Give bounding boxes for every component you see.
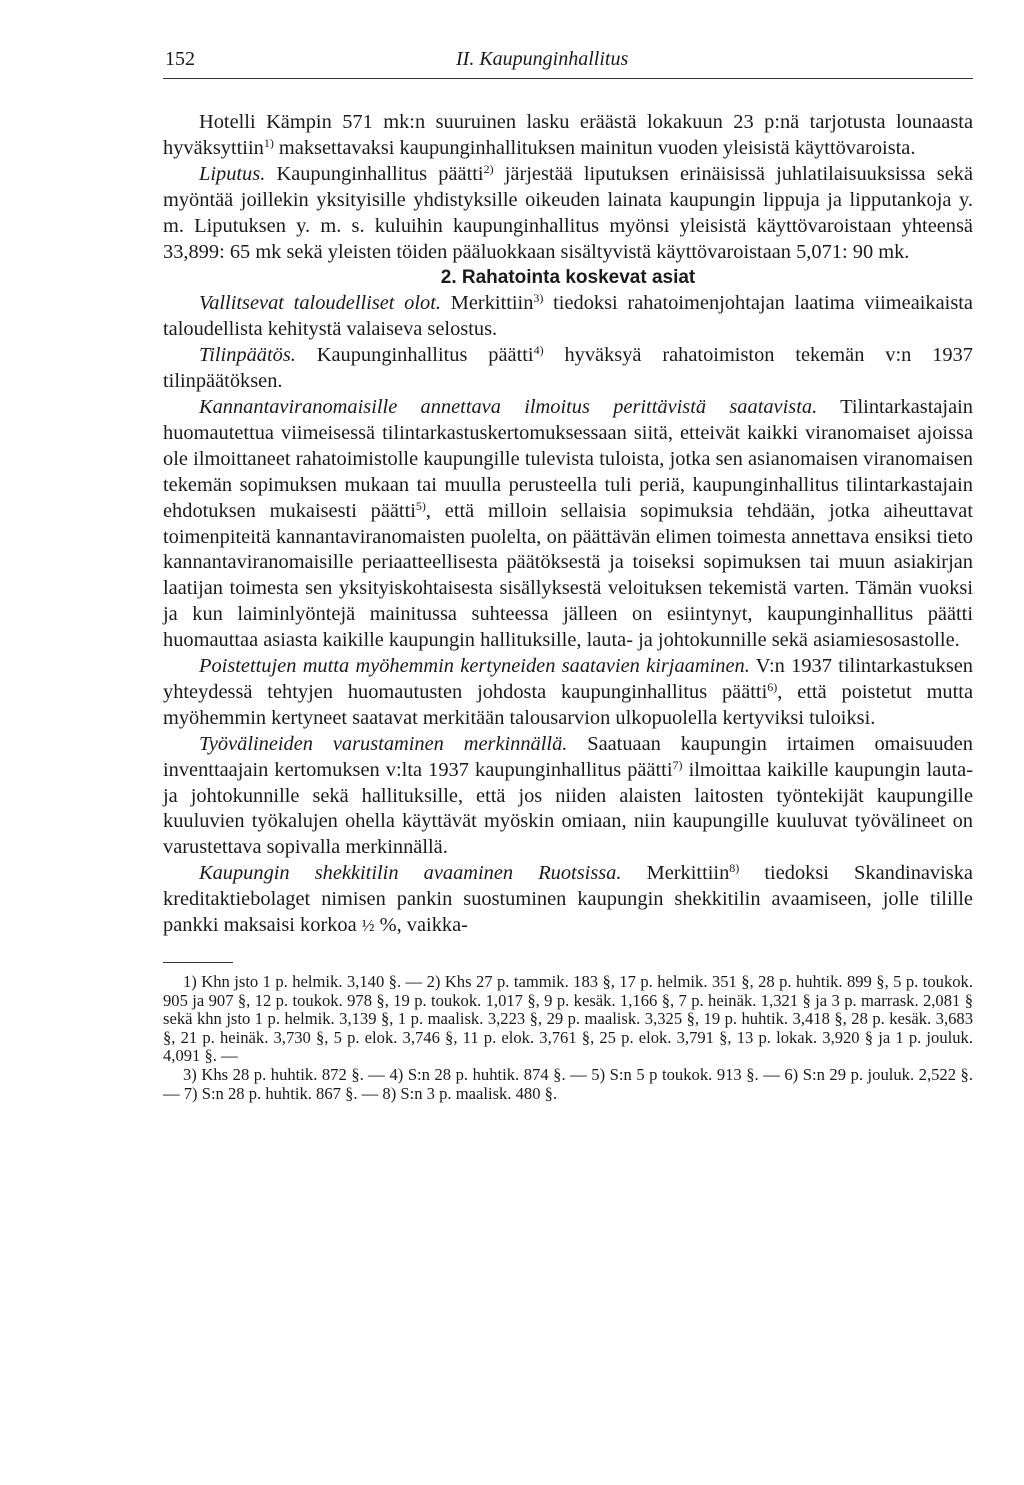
paragraph-title: Kannantaviranomaisille annettava ilmoitus perittävistä saatavista. <box>199 395 818 418</box>
text: Merkittiin <box>441 292 534 315</box>
footnote-ref: 2) <box>483 161 494 176</box>
text: V:n 1937 tilintarkastuksen yhteydessä tehtyjen huomautusten johdosta kaupunginhallitus päätti <box>163 655 973 703</box>
paragraph-collection-notice <box>163 395 973 654</box>
paragraph-title: Työvälineiden varustaminen merkinnällä. <box>199 732 568 755</box>
paragraph-title: Liputus. <box>199 162 266 185</box>
footnote-rule <box>163 962 233 963</box>
paragraph-written-off-receivables <box>163 654 973 732</box>
footnote-ref: 1) <box>263 135 274 150</box>
footnote-block-1: 1) Khn jsto 1 p. helmik. 3,140 §. — 2) Khs 27 p. tammik. 183 §, 17 p. helmik. 351 §, 28 p. huhtik. 899 §, 5 p. toukok. 905 ja 907 §, 12 p. toukok. 978 §, 19 p. toukok. 1,017 §, 9 p. kesäk. 1,166 §, 7 p. heinäk. 1,321 § ja 3 p. marrask. 2,081 § sekä khn jsto 1 p. helmik. 3,139 §, 1 p. maalisk. 3,223 §, 29 p. maalisk. 3,325 §, 19 p. huhtik. 3,418 §, 28 p. kesäk. 3,683 §, 21 p. heinäk. 3,730 §, 5 p. elok. 3,746 §, 11 p. elok. 3,761 §, 25 p. elok. 3,791 §, 13 p. lokak. 3,920 § ja 1 p. jouluk. 4,091 §. — <box>163 972 973 1066</box>
paragraph-financial-statement <box>163 343 973 395</box>
text: järjestää liputuksen erinäisissä juhlatilaisuuksissa sekä myöntää joillekin yksityisille yhdistyksille oikeuden lainata kaupungin lippuja ja lipputankoja y. m. Liputuksen y. m. s. kuluihin kaupunginhallitus myönsi yleisistä käyttövaroistaan yhteensä 33,899: 65 mk sekä yleisten töiden pääluokkaan sisältyvistä käyttövaroistaan 5,071: 90 mk. <box>163 162 973 263</box>
paragraph-hotel-bill <box>163 110 973 162</box>
footnote-ref: 8) <box>729 861 740 876</box>
page-header <box>163 44 973 74</box>
text: Saatuaan kaupungin irtaimen omaisuuden inventtaajain kertomuksen v:lta 1937 kaupunginhallitus päätti <box>163 732 973 781</box>
footnote-ref: 7) <box>672 757 683 772</box>
footnote-ref: 3) <box>533 291 544 306</box>
paragraph-title: Poistettujen mutta myöhemmin kertyneiden saatavien kirjaaminen. <box>199 655 750 678</box>
fraction: ½ <box>361 916 375 936</box>
text: tiedoksi Skandinaviska kreditaktiebolaget nimisen pankin suostuminen kaupungin shekkitilin avaamiseen, jolle tilille pankki maksaisi korkoa <box>163 862 973 937</box>
text: Kaupunginhallitus päätti <box>265 162 484 185</box>
header-rule <box>163 78 973 79</box>
paragraph-title: Kaupungin shekkitilin avaaminen Ruotsissa. <box>199 862 622 885</box>
page-number: 152 <box>165 48 195 70</box>
footnote-ref: 4) <box>533 343 544 358</box>
footnote-ref: 6) <box>767 679 778 694</box>
paragraph-title: Tilinpäätös. <box>199 344 296 367</box>
text: Merkittiin <box>621 862 730 885</box>
paragraph-liputus <box>163 162 973 266</box>
paragraph-tool-marking <box>163 732 973 862</box>
text: %, vaikka- <box>374 914 468 937</box>
footnote-block-2: 3) Khs 28 p. huhtik. 872 §. — 4) S:n 28 p. huhtik. 874 §. — 5) S:n 5 p toukok. 913 §. — 6) S:n 29 p. jouluk. 2,522 §. — 7) S:n 28 p. huhtik. 867 §. — 8) S:n 3 p. maalisk. 480 §. <box>163 1064 973 1103</box>
text: hyväksyä rahatoimiston tekemän v:n 1937 tilinpäätöksen. <box>163 344 973 393</box>
text: , että milloin sellaisia sopimuksia tehdään, jotka aiheuttavat toimenpiteitä kannantaviranomaisten puolelta, on päättävän elimen toimesta annettava ensiksi tieto kannantaviranomaisille periaatteellisesta päätöksestä ja toiseksi sopimuksen tai muun asiakirjan laatijan toimesta sen yksityiskohtaisesta sisällyksestä veloituksen tekemistä varten. Tämän vuoksi ja kun laiminlyöntejä mainitussa suhteessa jälleen on esiintynyt, kaupunginhallitus päätti huomauttaa asiasta kaikille kaupungin hallituksille, lauta- ja johtokunnille sekä asiamiesosastolle. <box>163 499 974 652</box>
running-title: II. Kaupunginhallitus <box>456 48 629 70</box>
text: Tilintarkastajain huomautettua viimeisessä tilintarkastuskertomuksessaan siitä, etteivät kaikki viranomaiset ajoissa ole ilmoittaneet rahatoimistolle kaupungille tulevista tuloista, jotka sen asianomaisen viranomaisen tekemän sopimuksen mukaan tai muulla perusteella tuli periä, kaupunginhallitus tilintarkastajain ehdotuksen mukaisesti päätti <box>163 395 973 522</box>
text: Kaupunginhallitus päätti <box>295 344 534 367</box>
paragraph-title: Vallitsevat taloudelliset olot. <box>199 292 442 315</box>
text: tiedoksi rahatoimenjohtajan laatima viimeaikaista taloudellista kehitystä valaiseva selostus. <box>163 292 973 341</box>
text: maksettavaksi kaupunginhallituksen mainitun vuoden yleisistä käyttövaroista. <box>273 136 916 159</box>
paragraph-cheque-account <box>163 861 973 939</box>
footnotes <box>163 973 973 1103</box>
text: ilmoittaa kaikille kaupungin lauta- ja johtokunnille sekä hallituksille, että jos niiden alaisten laitosten työntekijät kaupungille kuuluvien työkalujen ohella käyttävät myöskin omiaan, niin kaupungille kuuluvat työvälineet on varustettava sopivalla merkinnällä. <box>163 758 973 859</box>
text: Hotelli Kämpin 571 mk:n suuruinen lasku eräästä lokakuun 23 p:nä tarjotusta lounaasta hyväksyttiin <box>163 111 973 159</box>
body-text <box>163 110 973 939</box>
paragraph-economic-conditions <box>163 291 973 343</box>
text: , että poistetut mutta myöhemmin kertyneet saatavat merkitään talousarvion ulkopuolella kertyviksi tuloiksi. <box>163 680 974 729</box>
section-heading: 2. Rahatointa koskevat asiat <box>440 267 696 289</box>
document-page <box>163 44 973 1103</box>
footnote-ref: 5) <box>415 498 426 513</box>
